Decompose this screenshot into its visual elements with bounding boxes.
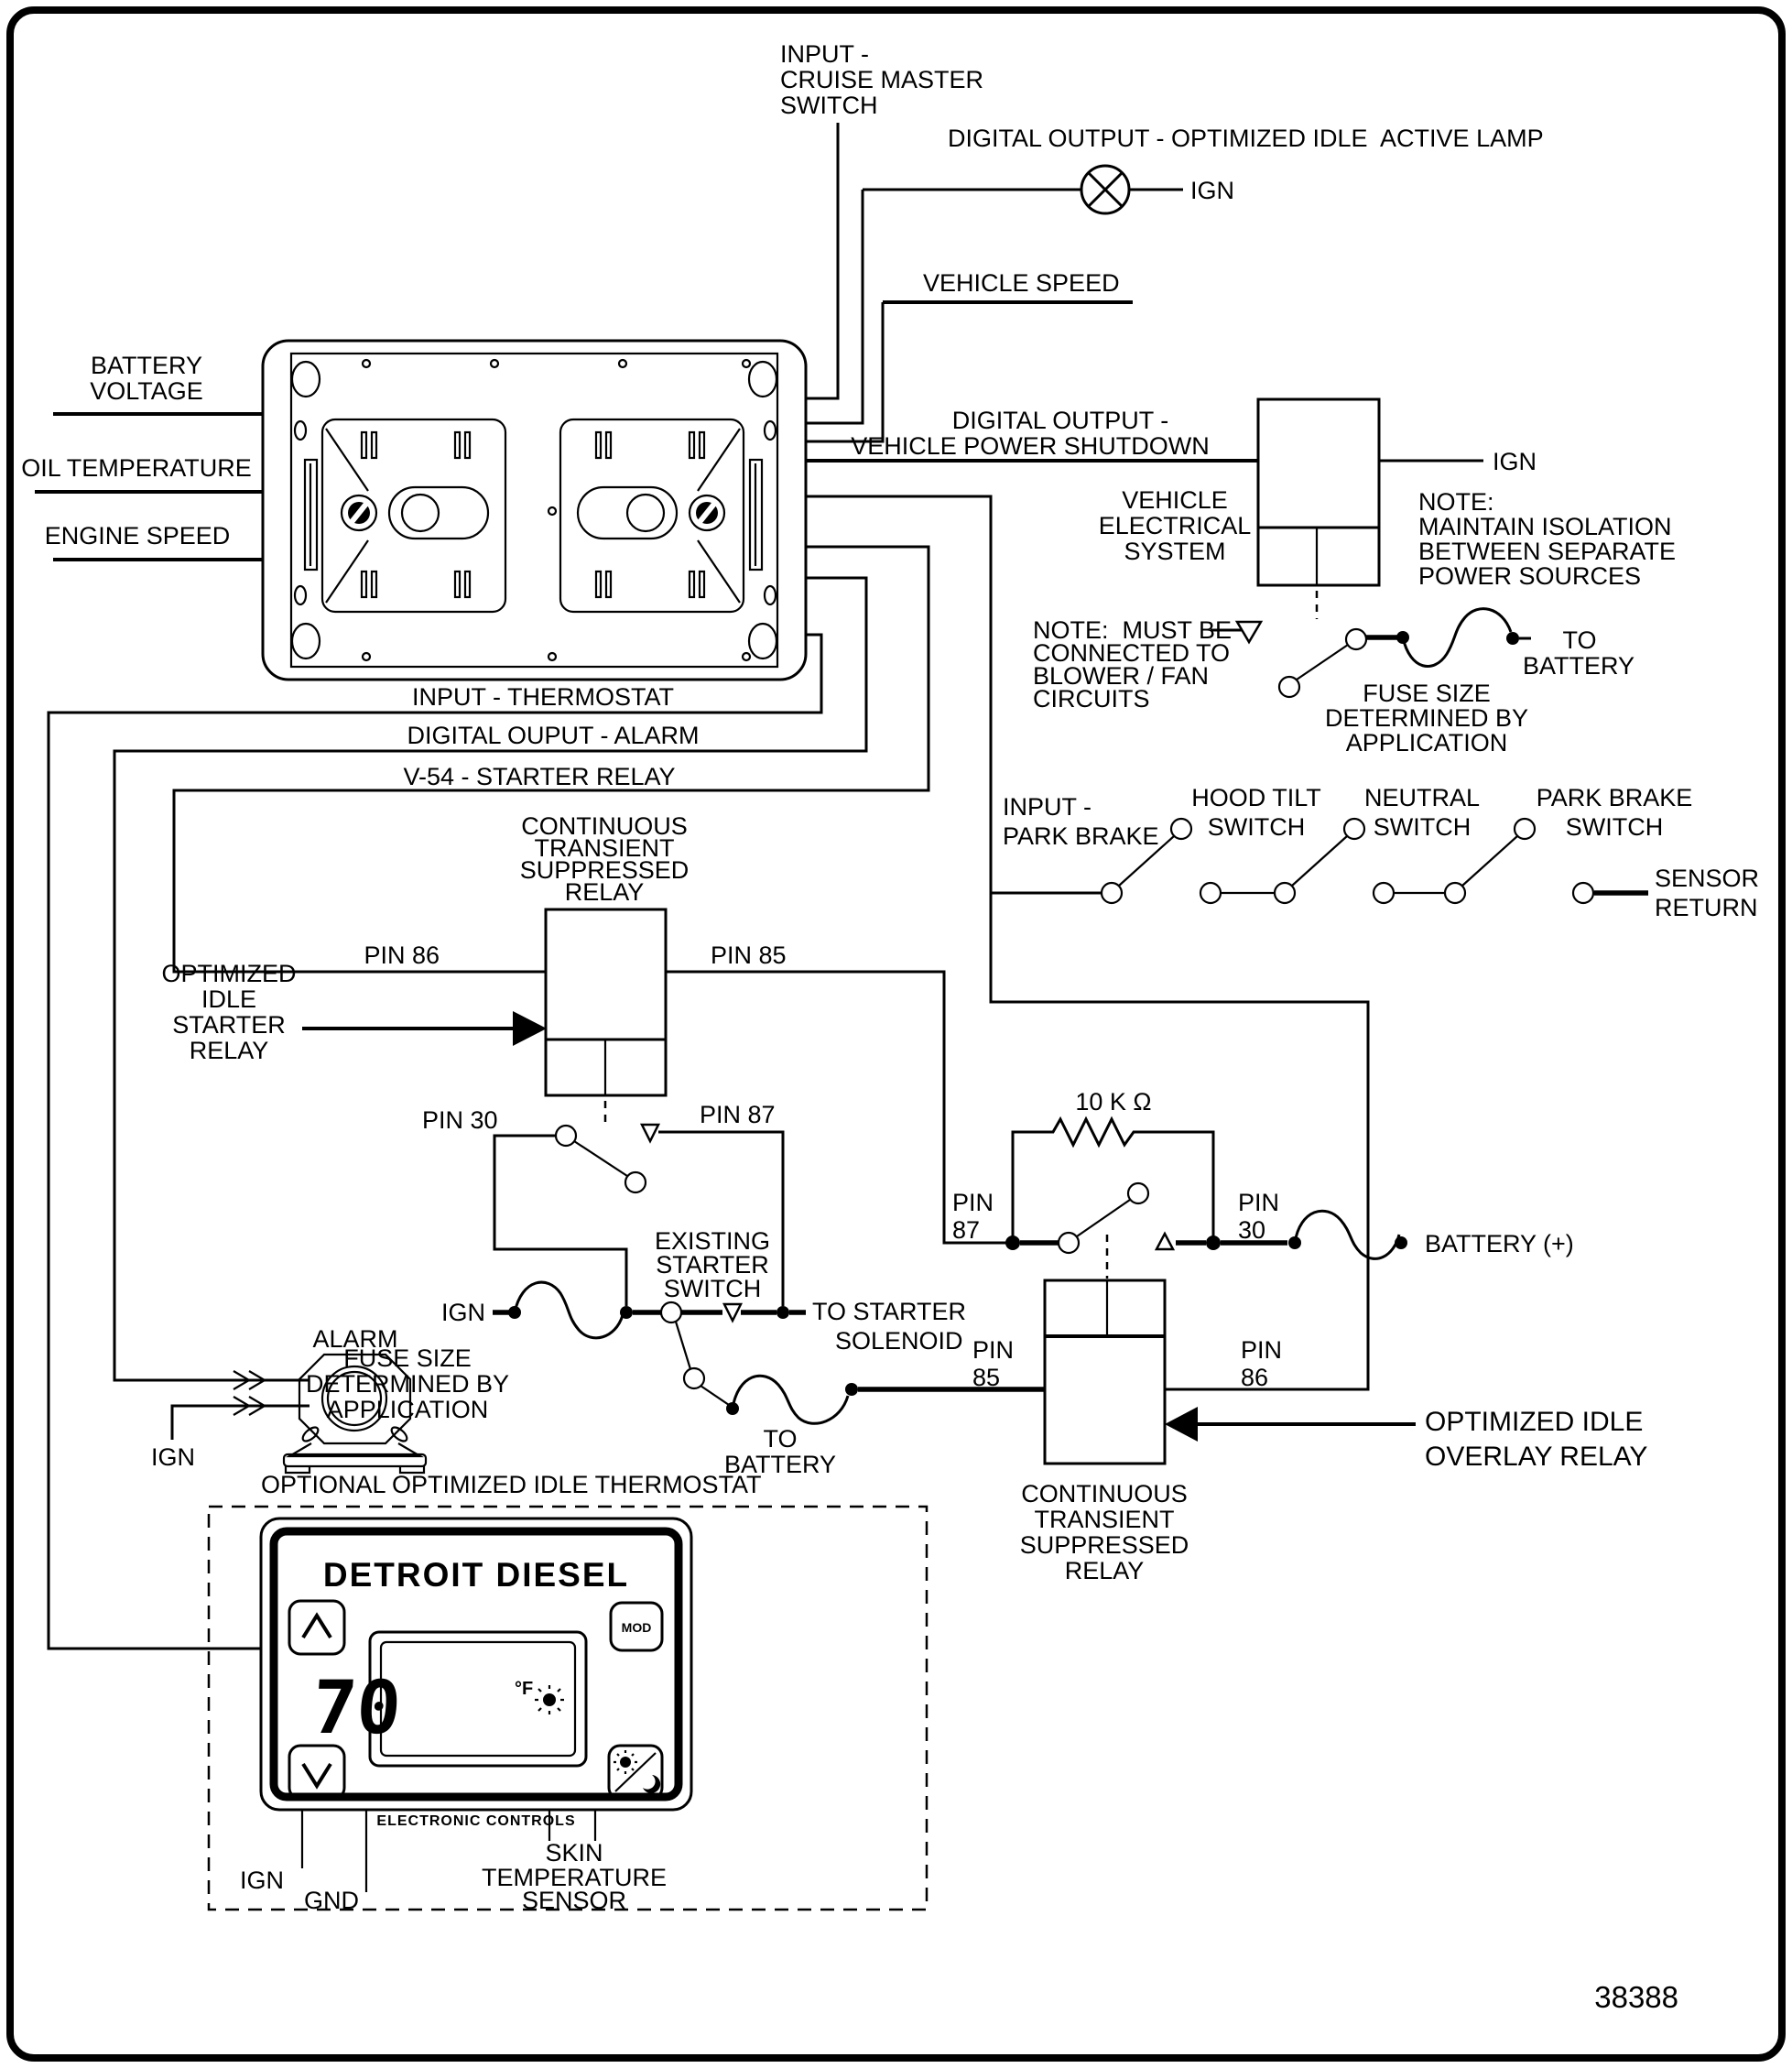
sensor-return-contact xyxy=(1573,883,1593,903)
active-lamp-label: DIGITAL OUTPUT - OPTIMIZED IDLE ACTIVE LAMP xyxy=(948,125,1544,152)
svg-text:SENSOR: SENSOR xyxy=(521,1887,627,1914)
overlay-pin30-label: PIN xyxy=(1238,1189,1280,1216)
svg-text:STARTER: STARTER xyxy=(656,1251,769,1279)
lamp-ign-label: IGN xyxy=(1190,177,1235,204)
starter-relay-pointer-label: OPTIMIZED xyxy=(161,960,297,987)
v54-starter-relay-label: V-54 - STARTER RELAY xyxy=(403,763,676,790)
overlay-pin87-label: PIN xyxy=(952,1189,994,1216)
svg-text:DETERMINED BY: DETERMINED BY xyxy=(1324,704,1529,732)
svg-text:SYSTEM: SYSTEM xyxy=(1124,538,1226,565)
vehicle-speed-label: VEHICLE SPEED xyxy=(923,269,1120,297)
ecm-connector-left xyxy=(305,419,505,612)
starter-relay-type-label: CONTINUOUS xyxy=(521,812,688,840)
svg-text:MOD: MOD xyxy=(621,1620,652,1635)
fuse-size-note: FUSE SIZE xyxy=(1363,680,1491,707)
input-thermostat-label: INPUT - THERMOSTAT xyxy=(411,683,675,711)
pin87-label: PIN 87 xyxy=(700,1101,776,1128)
starter-relay-contact-switch xyxy=(556,1126,646,1192)
svg-text:CRUISE MASTER: CRUISE MASTER xyxy=(780,66,984,93)
shutdown-label: DIGITAL OUTPUT - xyxy=(951,407,1169,434)
existing-starter-label: EXISTING xyxy=(654,1227,771,1255)
svg-text:OVERLAY RELAY: OVERLAY RELAY xyxy=(1425,1442,1648,1472)
svg-text:TRANSIENT: TRANSIENT xyxy=(534,834,675,862)
svg-text:APPLICATION: APPLICATION xyxy=(326,1396,489,1423)
starter-fuse-note: FUSE SIZE xyxy=(343,1344,472,1372)
ecm-module xyxy=(263,341,806,680)
neutral-label: NEUTRAL xyxy=(1363,784,1481,811)
ecm-connector-right xyxy=(560,419,762,612)
svg-text:IDLE: IDLE xyxy=(201,985,257,1013)
fuse-icon xyxy=(1295,1211,1399,1258)
doc-number: 38388 xyxy=(1594,1980,1678,2014)
svg-text:87: 87 xyxy=(952,1216,981,1244)
thermostat-panel xyxy=(261,1518,691,1829)
pin86-label: PIN 86 xyxy=(364,941,440,969)
cruise-label: INPUT - xyxy=(780,40,870,68)
connection-triangle-icon xyxy=(1237,622,1261,642)
v54-wire xyxy=(174,547,929,972)
pointer-arrow-icon xyxy=(1165,1407,1198,1442)
junction-dot xyxy=(620,1306,633,1319)
ves-power-switch xyxy=(1279,629,1366,697)
connection-triangle-icon xyxy=(724,1304,741,1321)
engine-speed-label: ENGINE SPEED xyxy=(44,522,231,550)
brand-logo: DETROIT DIESEL xyxy=(322,1556,630,1594)
svg-text:SWITCH: SWITCH xyxy=(1207,813,1306,841)
overlay-relay-box xyxy=(1045,1280,1165,1464)
svg-text:MAINTAIN ISOLATION: MAINTAIN ISOLATION xyxy=(1418,513,1672,540)
svg-text:RETURN: RETURN xyxy=(1655,894,1758,921)
resistor-value-label: 10 K Ω xyxy=(1075,1088,1152,1116)
blower-note: NOTE: MUST BE xyxy=(1033,616,1233,644)
lower-to-battery-label: TO xyxy=(763,1425,798,1453)
junction-dot xyxy=(777,1306,789,1319)
vehicle-electrical-system-box xyxy=(1258,399,1379,585)
cruise-wire xyxy=(807,123,838,398)
svg-text:86: 86 xyxy=(1241,1364,1269,1391)
oil-temperature-label: OIL TEMPERATURE xyxy=(21,454,252,482)
pointer-arrow-icon xyxy=(513,1011,547,1046)
svg-text:CIRCUITS: CIRCUITS xyxy=(1033,685,1150,713)
lamp-x-icon xyxy=(1089,173,1122,206)
svg-text:SWITCH: SWITCH xyxy=(1565,813,1664,841)
to-solenoid-label: TO STARTER xyxy=(812,1298,967,1325)
sensor-return-label: SENSOR xyxy=(1655,865,1760,892)
svg-text:SWITCH: SWITCH xyxy=(1373,813,1472,841)
fuse-icon xyxy=(733,1376,848,1423)
fuse-icon xyxy=(515,1282,623,1338)
battery-voltage-label: BATTERY xyxy=(90,352,203,379)
park-brake-label: PARK BRAKE xyxy=(1536,784,1693,811)
fuse-icon xyxy=(1403,609,1511,667)
svg-text:85: 85 xyxy=(972,1364,1001,1391)
to-battery-label: TO xyxy=(1562,626,1597,654)
alarm-ign-label: IGN xyxy=(151,1443,196,1471)
ecm-corner-bolt-icon xyxy=(292,362,320,397)
brand-sub-label: ELECTRONIC CONTROLS xyxy=(376,1813,576,1829)
temperature-unit: °F xyxy=(515,1679,534,1699)
chevron-down-icon xyxy=(303,1764,331,1786)
pin85-label: PIN 85 xyxy=(711,941,787,969)
starter-relay-box xyxy=(546,909,666,1095)
thermostat-gnd-label: GND xyxy=(304,1887,359,1914)
existing-starter-switch xyxy=(661,1302,704,1388)
svg-text:STARTER: STARTER xyxy=(172,1011,286,1039)
junction-dot xyxy=(1506,632,1519,645)
alarm-label: ALARM xyxy=(312,1325,398,1353)
hood-tilt-label: HOOD TILT xyxy=(1191,784,1321,811)
junction-dot xyxy=(1005,1235,1020,1250)
connection-triangle-icon xyxy=(1157,1234,1173,1249)
ves-label: VEHICLE xyxy=(1122,486,1228,514)
svg-text:BATTERY: BATTERY xyxy=(1522,652,1635,680)
battery-plus-label: BATTERY (+) xyxy=(1425,1230,1574,1257)
digital-ouput-alarm-label: DIGITAL OUPUT - ALARM xyxy=(407,722,700,749)
thermostat-ign-label: IGN xyxy=(240,1867,285,1894)
starter-ign-label: IGN xyxy=(440,1299,485,1326)
svg-text:PARK BRAKE: PARK BRAKE xyxy=(1003,822,1159,850)
svg-text:RELAY: RELAY xyxy=(564,878,645,906)
svg-text:RELAY: RELAY xyxy=(189,1037,269,1064)
svg-text:BLOWER / FAN: BLOWER / FAN xyxy=(1033,662,1210,690)
svg-text:VOLTAGE: VOLTAGE xyxy=(90,377,203,405)
ves-ign-label: IGN xyxy=(1493,448,1537,475)
svg-text:DETERMINED BY: DETERMINED BY xyxy=(305,1370,510,1398)
svg-text:VEHICLE POWER SHUTDOWN: VEHICLE POWER SHUTDOWN xyxy=(851,432,1210,460)
temperature-value: 70 xyxy=(310,1665,405,1750)
overlay-relay-type-label: CONTINUOUS xyxy=(1021,1480,1188,1507)
chevron-up-icon xyxy=(303,1616,331,1638)
sun-icon xyxy=(535,1685,564,1714)
junction-dot xyxy=(845,1383,858,1396)
svg-text:SWITCH: SWITCH xyxy=(780,92,878,119)
isolation-note: NOTE: xyxy=(1418,488,1494,516)
svg-text:APPLICATION: APPLICATION xyxy=(1345,729,1508,756)
overlay-relay-contact-switch xyxy=(1059,1183,1148,1253)
junction-dot xyxy=(1206,1235,1221,1250)
svg-text:SWITCH: SWITCH xyxy=(663,1275,762,1302)
pin30-label: PIN 30 xyxy=(422,1106,498,1134)
junction-dot xyxy=(1395,1236,1407,1249)
resistor-loop xyxy=(1013,1119,1213,1243)
svg-text:BETWEEN SEPARATE: BETWEEN SEPARATE xyxy=(1418,538,1677,565)
connection-triangle-icon xyxy=(642,1125,658,1141)
svg-text:SUPPRESSED: SUPPRESSED xyxy=(1019,1531,1189,1559)
overlay-pin85-label: PIN xyxy=(972,1336,1015,1364)
svg-text:RELAY: RELAY xyxy=(1064,1557,1145,1584)
down-button xyxy=(289,1746,344,1799)
overlay-pin86-label: PIN xyxy=(1241,1336,1283,1364)
svg-text:BATTERY: BATTERY xyxy=(723,1451,837,1478)
sun-moon-icon xyxy=(614,1750,660,1793)
svg-text:CONNECTED TO: CONNECTED TO xyxy=(1033,639,1231,667)
input-park-brake-label: INPUT - xyxy=(1003,793,1092,821)
skin-sensor-label: SKIN xyxy=(545,1839,603,1867)
lcd-display xyxy=(310,1632,586,1766)
svg-text:TEMPERATURE: TEMPERATURE xyxy=(481,1864,668,1891)
svg-text:30: 30 xyxy=(1238,1216,1266,1244)
svg-text:POWER SOURCES: POWER SOURCES xyxy=(1418,562,1642,590)
svg-text:ELECTRICAL: ELECTRICAL xyxy=(1098,512,1252,539)
overlay-relay-pointer-label: OPTIMIZED IDLE xyxy=(1425,1407,1644,1437)
up-button xyxy=(289,1601,344,1654)
svg-text:TRANSIENT: TRANSIENT xyxy=(1034,1506,1175,1533)
svg-text:SUPPRESSED: SUPPRESSED xyxy=(519,856,690,884)
thermostat-title: OPTIONAL OPTIMIZED IDLE THERMOSTAT xyxy=(261,1471,762,1498)
svg-text:SOLENOID: SOLENOID xyxy=(835,1327,963,1355)
